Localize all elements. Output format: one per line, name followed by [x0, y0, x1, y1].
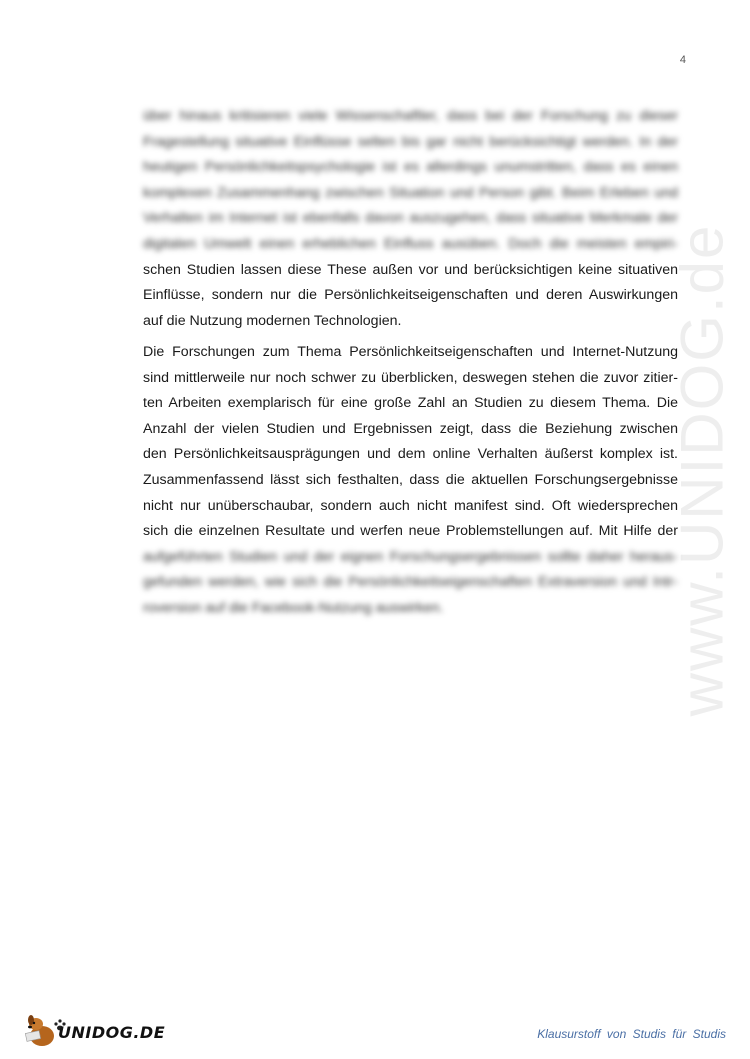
text-line: sich die einzelnen Resultate und werfen neue Problemstellungen auf. Mit Hilfe der [143, 523, 678, 540]
footer-logo-text: UNIDOG.DE [58, 1023, 166, 1042]
text-line: ten Arbeiten exemplarisch für eine große Zahl an Studien zu diesem Thema. Die [143, 395, 678, 412]
page-number: 4 [679, 54, 686, 66]
text-line: schen Studien lassen diese These außen vor und berücksichtigen keine situativen [143, 261, 678, 278]
text-line: Anzahl der vielen Studien und Ergebnissen zeigt, dass die Beziehung zwischen [143, 420, 678, 437]
text-line: roversion auf die Facebook-Nutzung auswirken. [143, 599, 444, 616]
text-line: Zusammenfassend lässt sich festhalten, dass die aktuellen Forschungsergebnisse [143, 471, 678, 488]
text-line: digitalen Umwelt einen erheblichen Einfluss ausüben. Doch die meisten empiri- [143, 235, 678, 252]
text-line: Die Forschungen zum Thema Persönlichkeitseigenschaften und Internet-Nutzung [143, 344, 678, 360]
text-line: nicht nur unüberschaubar, sondern auch nicht manifest sind. Oft wiedersprechen [143, 497, 678, 514]
text-line: gefunden werden, wie sich die Persönlichkeitseigenschaften Extraversion und Intr- [143, 574, 678, 591]
paragraph-2 [143, 340, 678, 622]
text-line: Einflüsse, sondern nur die Persönlichkeitseigenschaften und deren Auswirkungen [143, 287, 678, 304]
footer-slogan: Klausurstoff von Studis für Studis [537, 1027, 726, 1041]
text-line: auf die Nutzung modernen Technologien. [143, 312, 402, 329]
text-line: heutigen Persönlichkeitspsychologie ist es allerdings unumstritten, dass es einen [143, 159, 678, 176]
text-line: den Persönlichkeitsausprägungen und dem online Verhalten äußerst komplex ist. [143, 446, 678, 463]
paragraph-1 [143, 104, 678, 334]
text-line: komplexen Zusammenhang zwischen Situation und Person gibt. Beim Erleben und [143, 184, 678, 201]
watermark: www.UNIDOG.de [668, 223, 736, 717]
text-line: über hinaus kritisieren viele Wissenschaftler, dass bei der Forschung zu dieser [143, 108, 678, 124]
text-line: Fragestellung situative Einflüsse selten bis gar nicht berücksichtigt werden. In der [143, 133, 678, 150]
text-line: aufgeführten Studien und der eignen Forschungsergebnissen sollte daher heraus- [143, 548, 678, 565]
text-line: sind mittlerweile nur noch schwer zu überblicken, deswegen stehen die zuvor zitier- [143, 369, 678, 386]
text-line: Verhalten im Internet ist ebenfalls davon auszugehen, dass situative Merkmale der [143, 210, 678, 227]
